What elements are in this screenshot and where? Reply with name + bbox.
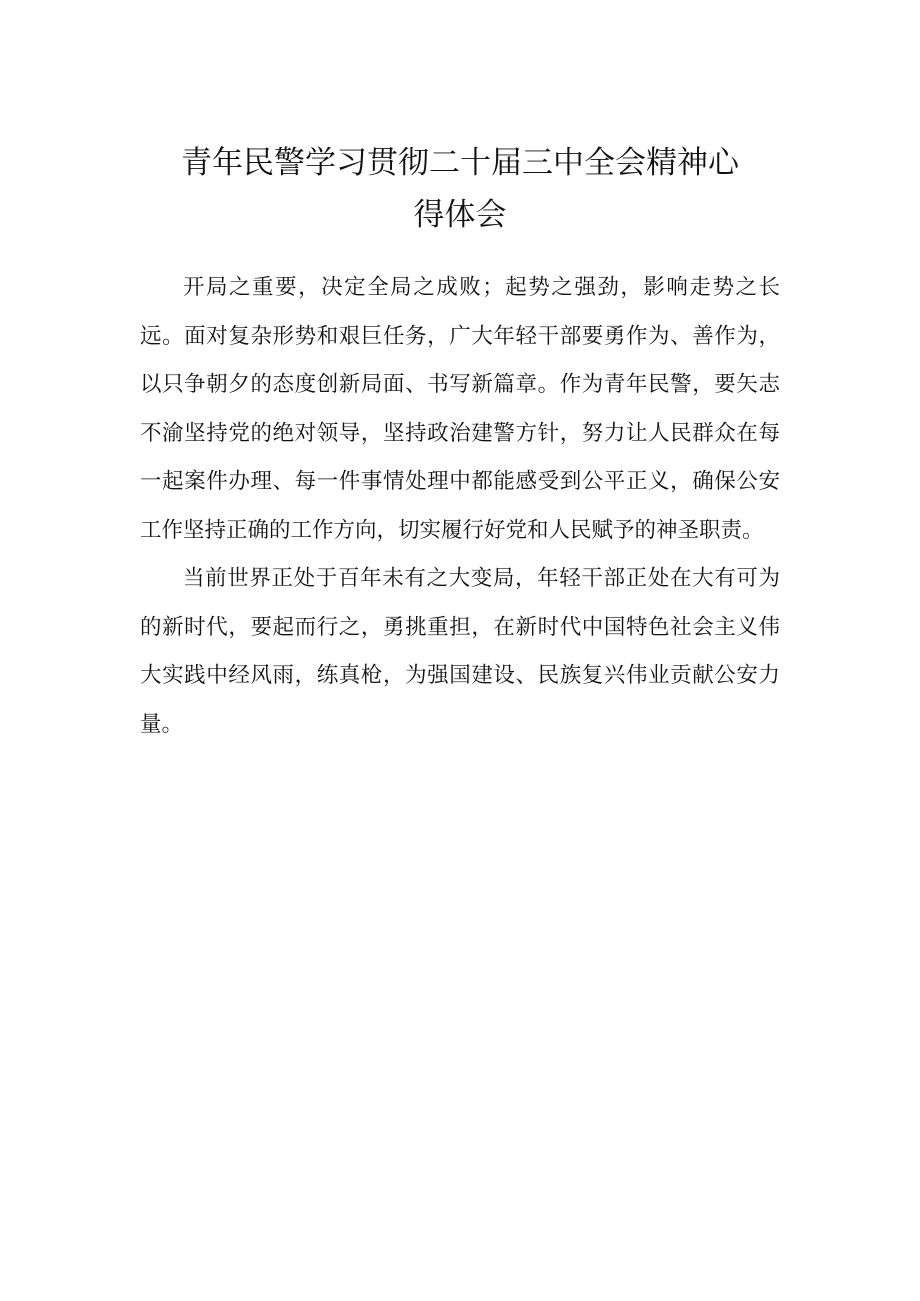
document-title [140, 137, 780, 241]
title-line-2: 得体会 [413, 197, 507, 233]
paragraph-1: 开局之重要，决定全局之成败；起势之强劲，影响走势之长远。面对复杂形势和艰巨任务，广大年轻干部要勇作为、善作为，以只争朝夕的态度创新局面、书写新篇章。作为青年民警，要矢志不渝坚持党的绝对领导，坚持政治建警方针，努力让人民群众在每一起案件办理、每一件事情处理中都能感受到公平正义，确保公安工作坚持正确的工作方向，切实履行好党和人民赋予的神圣职责。 [140, 275, 780, 543]
title-line-1: 青年民警学习贯彻二十届三中全会精神心 [181, 145, 739, 181]
paragraph-2: 当前世界正处于百年未有之大变局，年轻干部正处在大有可为的新时代，要起而行之，勇挑重担，在新时代中国特色社会主义伟大实践中经风雨，练真枪，为强国建设、民族复兴伟业贡献公安力量。 [140, 566, 780, 737]
document-body [140, 264, 780, 749]
